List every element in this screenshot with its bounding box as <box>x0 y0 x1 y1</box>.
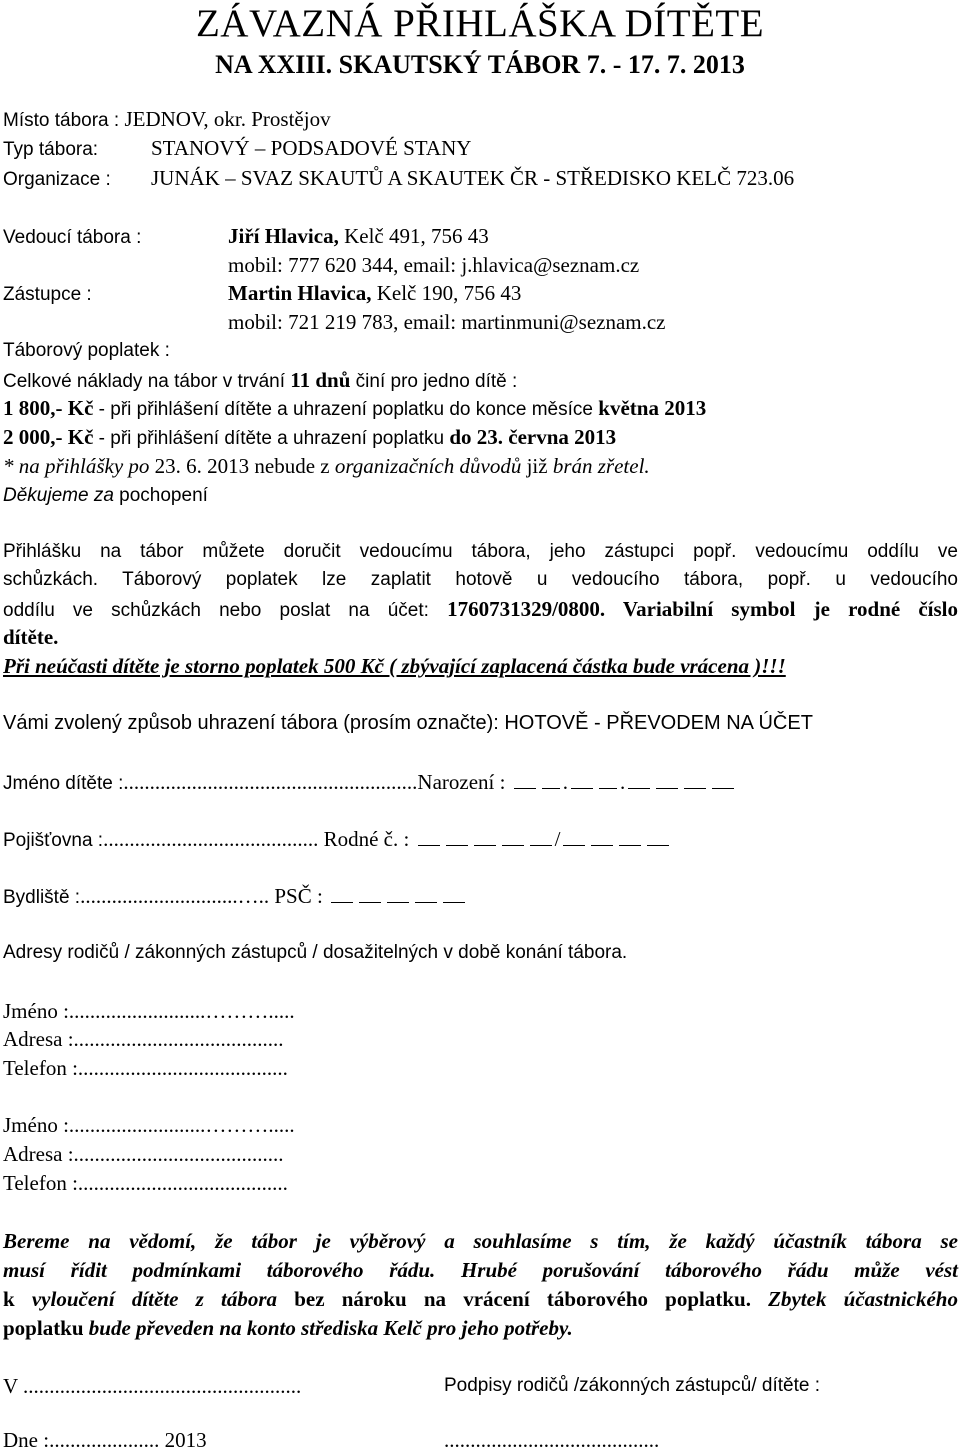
birth-number-field-2[interactable] <box>446 829 468 846</box>
thanks-line: Děkujeme za pochopení <box>3 485 208 506</box>
storno-notice: Při neúčasti dítěte je storno poplatek 500 Kč ( zbývající zaplacená částka bude vrácena )!!! <box>3 654 786 678</box>
parent2-phone[interactable]: Telefon :........................................ <box>3 1171 288 1195</box>
date-field[interactable]: Dne :..................... 2013 <box>3 1428 207 1452</box>
leader-contact: mobil: 777 620 344, email: j.hlavica@seznam.cz <box>228 253 640 277</box>
parent2-name[interactable]: Jméno :..........................………..... <box>3 1113 295 1137</box>
delivery-line-1: Přihlášku na tábor můžete doručit vedoucímu tábora, jeho zástupci popř. vedoucímu oddílu ve <box>3 541 958 562</box>
organization-value: JUNÁK – SVAZ SKAUTŮ A SKAUTEK ČR - STŘEDISKO KELČ 723.06 <box>151 166 795 190</box>
fee-note: * na přihlášky po 23. 6. 2013 nebude z organizačních důvodů již brán zřetel. <box>3 454 650 478</box>
fee-label: Táborový poplatek : <box>3 340 170 361</box>
leader-row <box>3 224 489 250</box>
rules-line-2: musí řídit podmínkami táborového řádu. Hrubé porušování táborového řádu může vést <box>3 1258 958 1282</box>
payment-method-line: Vámi zvolený způsob uhrazení tábora (prosím označte): HOTOVĚ - PŘEVODEM NA ÚČET <box>3 712 813 734</box>
birth-number-label: Rodné č. : <box>318 827 410 851</box>
camp-location-label: Místo tábora : <box>3 110 125 131</box>
delivery-line-4: dítěte. <box>3 625 59 649</box>
birth-year-field-1[interactable] <box>628 772 650 789</box>
parents-heading: Adresy rodičů / zákonných zástupců / dosažitelných v době konání tábora. <box>3 942 628 963</box>
deputy-name: Martin Hlavica, <box>228 281 372 305</box>
deputy-label: Zástupce : <box>3 284 92 305</box>
birth-year-field-4[interactable] <box>712 772 734 789</box>
deputy-contact: mobil: 721 219 783, email: martinmuni@seznam.cz <box>228 310 666 334</box>
form-subtitle: NA XXIII. SKAUTSKÝ TÁBOR 7. - 17. 7. 2013 <box>215 50 745 79</box>
postal-code-field-3[interactable] <box>387 886 409 903</box>
rules-line-1: Bereme na vědomí, že tábor je výběrový a souhlasíme s tím, že každý účastník tábora se <box>3 1229 958 1253</box>
birth-number-field-8[interactable] <box>619 829 641 846</box>
camp-type-value: STANOVÝ – PODSADOVÉ STANY <box>151 136 472 160</box>
insurance-dots[interactable]: ......................................... <box>103 827 319 851</box>
insurance-row[interactable]: Pojišťovna :......................................... Rodné č. : / <box>3 827 672 853</box>
parent1-phone[interactable]: Telefon :........................................ <box>3 1056 288 1080</box>
birth-year-field-3[interactable] <box>684 772 706 789</box>
fee-price-1: 1 800,- Kč - při přihlášení dítěte a uhrazení poplatku do konce měsíce května 2013 <box>3 396 707 420</box>
rules-line-4: poplatku bude převeden na konto střediska Kelč pro jeho potřeby. <box>3 1316 573 1340</box>
birth-number-field-7[interactable] <box>591 829 613 846</box>
residence-row[interactable] <box>3 884 468 910</box>
birth-number-field-5[interactable] <box>530 829 552 846</box>
leader-name: Jiří Hlavica, <box>228 224 339 248</box>
parent1-address[interactable]: Adresa :........................................ <box>3 1027 284 1051</box>
postal-code-label: PSČ : <box>269 884 323 908</box>
leader-address: Kelč 491, 756 43 <box>338 224 489 248</box>
form-title: ZÁVAZNÁ PŘIHLÁŠKA DÍTĚTE <box>195 2 765 45</box>
birth-number-field-9[interactable] <box>647 829 669 846</box>
birth-year-field-2[interactable] <box>656 772 678 789</box>
parent2-address[interactable]: Adresa :........................................ <box>3 1142 284 1166</box>
fee-price-2: 2 000,- Kč - při přihlášení dítěte a uhrazení poplatku do 23. června 2013 <box>3 425 617 449</box>
postal-code-field-2[interactable] <box>359 886 381 903</box>
postal-code-field-4[interactable] <box>415 886 437 903</box>
birth-day-field-2[interactable] <box>542 772 560 789</box>
insurance-label: Pojišťovna : <box>3 830 104 851</box>
camp-type-label: Typ tábora: <box>3 139 99 160</box>
residence-label: Bydliště : <box>3 887 81 908</box>
organization-row <box>3 166 795 192</box>
camp-location-row <box>3 107 331 133</box>
leader-label: Vedoucí tábora : <box>3 227 142 248</box>
birth-number-field-3[interactable] <box>474 829 496 846</box>
camp-type-row <box>3 136 472 162</box>
signature-dots[interactable]: ......................................... <box>444 1428 660 1452</box>
birth-number-field-1[interactable] <box>418 829 440 846</box>
postal-code-field-1[interactable] <box>331 886 353 903</box>
organization-label: Organizace : <box>3 169 111 190</box>
fee-intro: Celkové náklady na tábor v trvání 11 dnů činí pro jedno dítě : <box>3 368 518 392</box>
place-field[interactable]: V ..................................................... <box>3 1374 302 1398</box>
deputy-row <box>3 281 522 307</box>
birth-month-field-1[interactable] <box>571 772 593 789</box>
rules-line-3: k vyloučení dítěte z tábora bez nároku na vrácení táborového poplatku. Zbytek účastnického <box>3 1287 958 1311</box>
deputy-address: Kelč 190, 756 43 <box>371 281 522 305</box>
parent1-name[interactable]: Jméno :..........................………..... <box>3 999 295 1023</box>
child-name-row[interactable]: Jméno dítěte :........................................................Narození : . . <box>3 770 737 796</box>
birth-date-label: Narození : <box>417 770 506 794</box>
birth-number-field-4[interactable] <box>502 829 524 846</box>
delivery-line-3: oddílu ve schůzkách nebo poslat na účet: 1760731329/0800. Variabilní symbol je rodné číslo <box>3 597 958 621</box>
birth-day-field-1[interactable] <box>514 772 536 789</box>
postal-code-field-5[interactable] <box>443 886 465 903</box>
residence-dots[interactable]: ..............................….. <box>80 884 270 908</box>
birth-number-field-6[interactable] <box>563 829 585 846</box>
camp-location-value: JEDNOV, okr. Prostějov <box>124 107 331 131</box>
child-name-dots[interactable]: ........................................................ <box>123 770 418 794</box>
birth-month-field-2[interactable] <box>599 772 617 789</box>
delivery-line-2: schůzkách. Táborový poplatek lze zaplatit hotově u vedoucího tábora, popř. u vedoucího <box>3 569 958 590</box>
parent-signature-label: Podpisy rodičů /zákonných zástupců/ dítěte : <box>444 1375 820 1396</box>
child-name-label: Jméno dítěte : <box>3 773 124 794</box>
